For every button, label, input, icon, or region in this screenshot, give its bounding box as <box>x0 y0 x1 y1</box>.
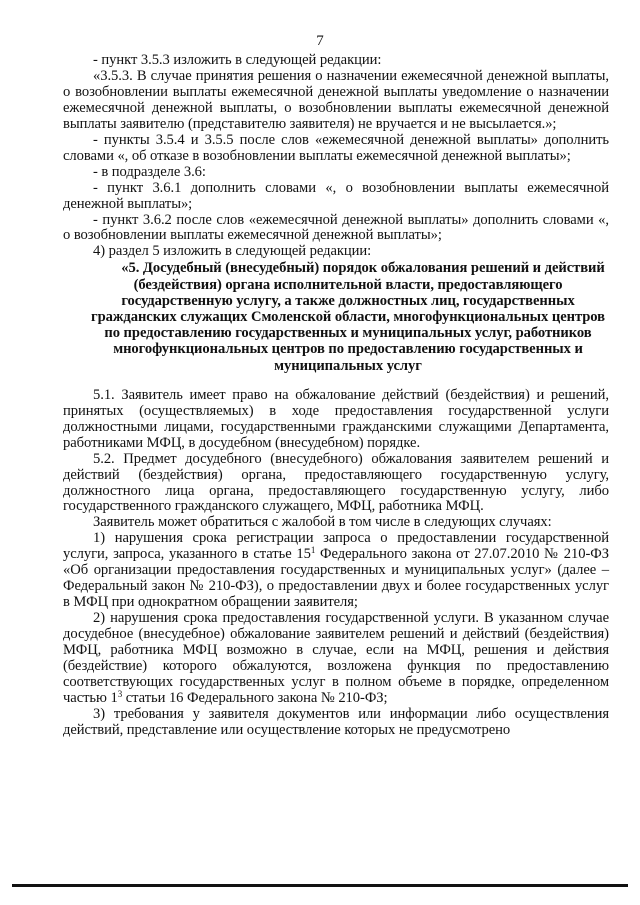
paragraph: 4) раздел 5 изложить в следующей редакции: <box>93 243 372 260</box>
superscript: 1 <box>310 545 316 556</box>
list-item <box>63 531 609 611</box>
paragraph: - пункт 3.6.2 после слов «ежемесячной денежной выплаты» дополнить словами «, о возобновлении выплаты ежемесячной денежной выплаты»; <box>63 211 609 244</box>
section-heading: «5. Досудебный (внесудебный) порядок обжалования решений и действий (бездействия) органа исполнительной власти, предоставляющего государственную услугу, а также должностных лиц, государственных гражданских служащих Смоленской области, многофункциональных центров по предоставлению государственных и муниципальных услуг, работников многофункциональных центров по предоставлению государственных и муниципальных услуг <box>91 260 605 374</box>
spacer <box>63 374 609 388</box>
list-item <box>63 611 609 707</box>
list-item-text: 1) нарушения срока регистрации запроса о предоставлении государственной услуги, запроса, указанного в статье 15 <box>63 530 609 563</box>
paragraph: - пункт 3.5.3 изложить в следующей редакции: <box>93 52 382 68</box>
paragraph: Заявитель может обратиться с жалобой в том числе в следующих случаях: <box>93 514 552 531</box>
paragraph: «3.5.3. В случае принятия решения о назначении ежемесячной денежной выплаты, о возобновлении выплаты ежемесячной денежной выплаты уведомление о назначении ежемесячной денежной выплаты, о возобновлении выплаты ежемесячной денежной выплаты заявителю (представителю заявителя) не вручается и не высылается.»; <box>63 67 609 132</box>
paragraph: 5.2. Предмет досудебного (внесудебного) обжалования заявителем решений и действий (бездействия) органа, предоставляющего государственную услугу, должностного лица органа, предоставляющего государственную услугу, либо государственного гражданского служащего, МФЦ, работника МФЦ. <box>63 450 609 515</box>
paragraph: - пункт 3.6.1 дополнить словами «, о возобновлении выплаты ежемесячной денежной выплаты»; <box>63 179 609 212</box>
paragraph: - пункты 3.5.4 и 3.5.5 после слов «ежемесячной денежной выплаты» дополнить словами «, об отказе в возобновлении выплаты ежемесячной денежной выплаты»; <box>63 131 609 164</box>
paragraph: - в подразделе 3.6: <box>93 163 206 180</box>
list-item-text: 2) нарушения срока предоставления государственной услуги. В указанном случае досудебное (внесудебное) обжалование заявителем решений и действий (бездействия) МФЦ, работника МФЦ возможно в случае, если на МФЦ, решения и действия (бездействие) которого обжалуются, возложена функция по предоставлению соответствующих государственных услуг в полном объеме в порядке, определенном частью 1 <box>63 610 609 706</box>
bottom-divider <box>12 884 628 887</box>
list-item: 3) требования у заявителя документов или информации либо осуществления действий, представление или осуществление которых не предусмотрено <box>63 705 609 738</box>
document-body <box>63 53 609 739</box>
list-item-text: Федерального закона от 27.07.2010 № 210-ФЗ «Об организации предоставления государственных и муниципальных услуг» (далее – Федеральный закон № 210-ФЗ), о предоставлении двух и более государственных услуг в МФЦ при однократном обращении заявителя; <box>63 546 609 611</box>
list-item-text: статьи 16 Федерального закона № 210-ФЗ; <box>122 689 388 706</box>
paragraph: 5.1. Заявитель имеет право на обжалование действий (бездействия) и решений, принятых (осуществляемых) в ходе предоставления государственной услуги должностными лицами, государственными гражданскими служащими Департамента, работниками МФЦ, в досудебном (внесудебном) порядке. <box>63 386 609 451</box>
page-number: 7 <box>316 33 324 49</box>
superscript: 3 <box>117 688 123 699</box>
